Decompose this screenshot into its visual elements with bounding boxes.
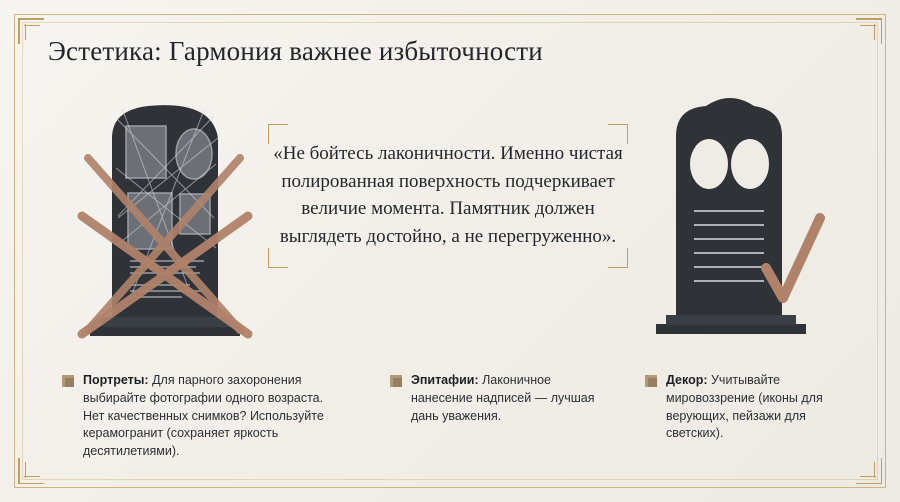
square-bullet-icon — [645, 375, 657, 387]
corner-ornament-bottom-left — [18, 450, 52, 484]
corner-ornament-top-left — [18, 18, 52, 52]
corner-ornament-top-right — [848, 18, 882, 52]
quote-corner-top-left — [268, 124, 290, 146]
note-body — [411, 372, 599, 425]
quote-text: «Не бойтесь лаконичности. Именно чистая полированная поверхность подчеркивает величие момента. Памятник должен выглядеть достойно, а не перегруженно». — [273, 143, 623, 247]
note-text: Лаконичное нанесение надписей — лучшая дань уважения. — [410, 373, 595, 423]
note-title: Декор: — [665, 373, 708, 387]
note-body — [83, 372, 344, 461]
note-item — [62, 372, 344, 461]
quote-block — [268, 140, 628, 250]
note-text: Для парного захоронения выбирайте фотографии одного возраста. Нет качественных снимков? Используйте керамогранит (сохраняет яркость десятилетиями). — [83, 373, 324, 458]
note-body — [666, 372, 854, 443]
note-title: Портреты: — [83, 373, 149, 387]
note-item — [390, 372, 599, 461]
minimal-monument-svg — [650, 92, 840, 342]
square-bullet-icon — [62, 375, 74, 387]
quote-corner-bottom-left — [268, 246, 290, 268]
quote-corner-top-right — [606, 124, 628, 146]
note-text: Учитывайте мировоззрение (иконы для верующих, пейзажи для светских). — [665, 373, 823, 441]
note-item — [645, 372, 854, 461]
minimal-monument-illustration — [650, 92, 840, 347]
square-bullet-icon — [390, 375, 402, 387]
notes-row — [62, 372, 854, 461]
note-title: Эпитафии: — [410, 373, 479, 387]
page-title: Эстетика: Гармония важнее избыточности — [48, 36, 543, 66]
quote-corner-bottom-right — [606, 246, 628, 268]
